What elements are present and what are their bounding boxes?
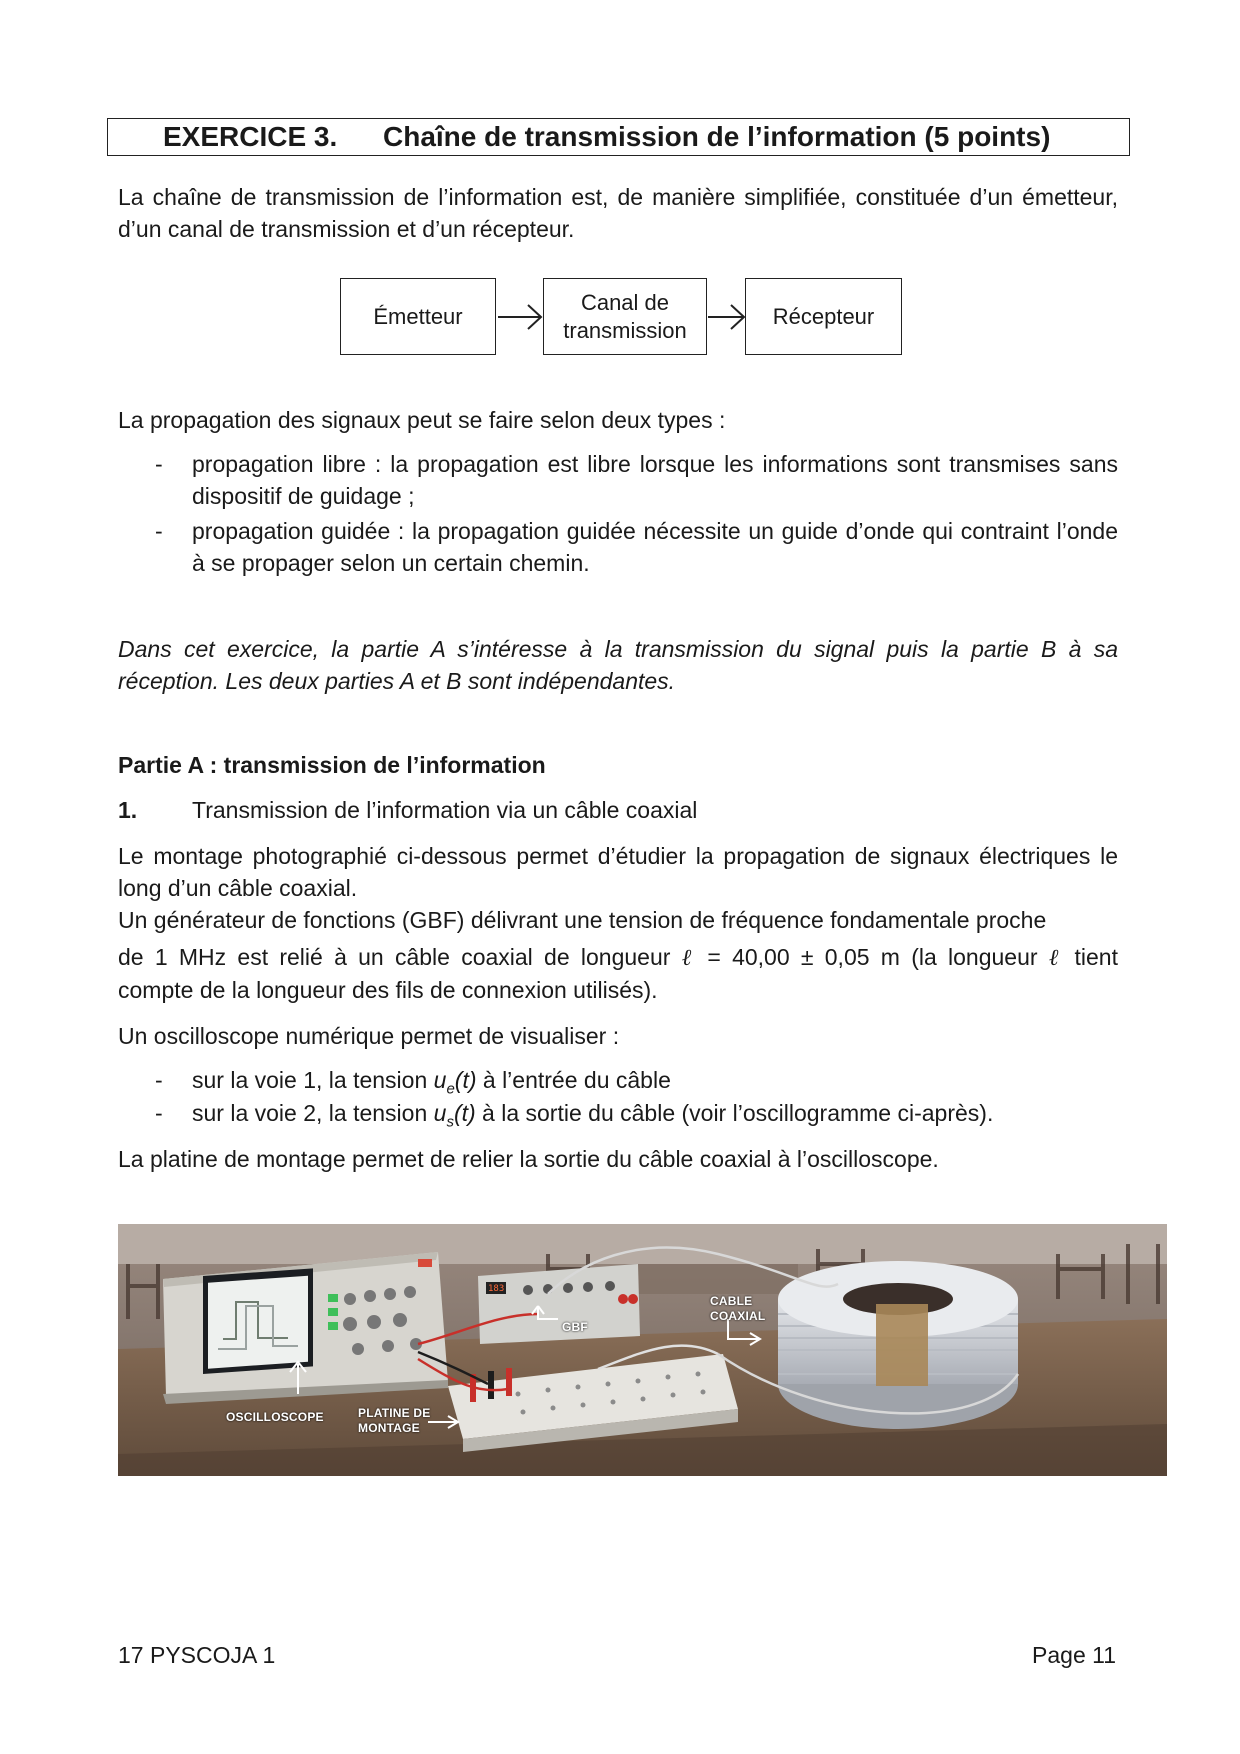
question-number: 1. [118, 797, 138, 823]
bullet-mark: - [155, 518, 163, 544]
exercise-number: EXERCICE 3. [163, 121, 338, 152]
footer-code: 17 PYSCOJA 1 [118, 1642, 276, 1668]
part-a-heading: Partie A : transmission de l’information [118, 752, 546, 778]
transmission-chain-diagram [0, 0, 1240, 400]
us-t: (t) [453, 1100, 476, 1126]
gbf-line-2-a: de 1 MHz est relié à un câble coaxial de longueur [118, 944, 682, 970]
label-gbf: GBF [562, 1320, 588, 1334]
channel-2-item [192, 1097, 1118, 1139]
ue-subscript: e [446, 1080, 455, 1098]
bullet-mark: - [155, 451, 163, 477]
us-u: u [433, 1100, 447, 1126]
gbf-line-2 [118, 941, 1118, 974]
ue-t: (t) [454, 1067, 477, 1093]
setup-photo-illustration [118, 1224, 1167, 1476]
emitter-label: Émetteur [373, 303, 463, 329]
ue-symbol [433, 1067, 477, 1098]
ue-u: u [433, 1067, 447, 1093]
exercise-title: Chaîne de transmission de l’information (5 points) [383, 121, 1051, 152]
propagation-item-guided: propagation guidée : la propagation guidée nécessite un guide d’onde qui contraint l’onde à se propager selon un certain chemin. [192, 518, 1118, 576]
receiver-label: Récepteur [772, 303, 875, 329]
channel-box [543, 278, 707, 355]
gbf-display: 183 [488, 1284, 505, 1294]
question-title: Transmission de l’information via un câble coaxial [192, 797, 698, 823]
receiver-box [745, 278, 902, 355]
setup-photo [118, 1224, 1167, 1476]
gbf-line-2-b: = 40,00 ± 0,05 m (la longueur [696, 944, 1049, 970]
bullet-mark: - [155, 1067, 163, 1093]
length-symbol: ℓ [681, 945, 697, 971]
channel-1-text: sur la voie 1, la tension [192, 1067, 434, 1093]
gbf-line-2-c: tient [1063, 944, 1118, 970]
label-cable: CABLE COAXIAL [710, 1294, 766, 1323]
emitter-box [340, 278, 496, 355]
label-oscilloscope: OSCILLOSCOPE [226, 1410, 324, 1424]
arrow-emitter-to-channel [496, 300, 544, 334]
cable-coil [778, 1261, 1018, 1429]
us-symbol [433, 1100, 476, 1131]
gbf-line-3: compte de la longueur des fils de connexion utilisés). [118, 977, 658, 1003]
channel-2-text: sur la voie 2, la tension [192, 1100, 434, 1126]
setup-paragraph: Le montage photographié ci-dessous permet d’étudier la propagation de signaux électriques le long d’un câble coaxial. [118, 843, 1118, 901]
label-platine: PLATINE DE MONTAGE [358, 1406, 431, 1435]
length-symbol: ℓ [1048, 945, 1064, 971]
oscilloscope-intro: Un oscilloscope numérique permet de visualiser : [118, 1023, 620, 1049]
channel-1-text-end: à l’entrée du câble [476, 1067, 671, 1093]
channel-label-line2: transmission [563, 317, 687, 343]
intro-paragraph: La chaîne de transmission de l’information est, de manière simplifiée, constituée d’un émetteur, d’un canal de transmission et d’un récepteur. [118, 184, 1118, 242]
channel-label-line1: Canal de [580, 289, 670, 315]
platine-paragraph: La platine de montage permet de relier la sortie du câble coaxial à l’oscilloscope. [118, 1146, 939, 1172]
gbf-device [478, 1264, 640, 1344]
propagation-intro: La propagation des signaux peut se faire selon deux types : [118, 407, 726, 433]
exercise-note: Dans cet exercice, la partie A s’intéresse à la transmission du signal puis la partie B à sa réception. Les deux parties A et B sont indépendantes. [118, 636, 1118, 694]
bullet-mark: - [155, 1100, 163, 1126]
propagation-item-free: propagation libre : la propagation est libre lorsque les informations sont transmises sans dispositif de guidage ; [192, 451, 1118, 509]
us-subscript: s [446, 1113, 454, 1131]
footer-page: Page 11 [1032, 1642, 1116, 1668]
channel-2-text-end: à la sortie du câble (voir l’oscillogramme ci-après). [475, 1100, 994, 1126]
gbf-line-1: Un générateur de fonctions (GBF) délivrant une tension de fréquence fondamentale proche [118, 907, 1047, 933]
arrow-channel-to-receiver [706, 300, 746, 334]
